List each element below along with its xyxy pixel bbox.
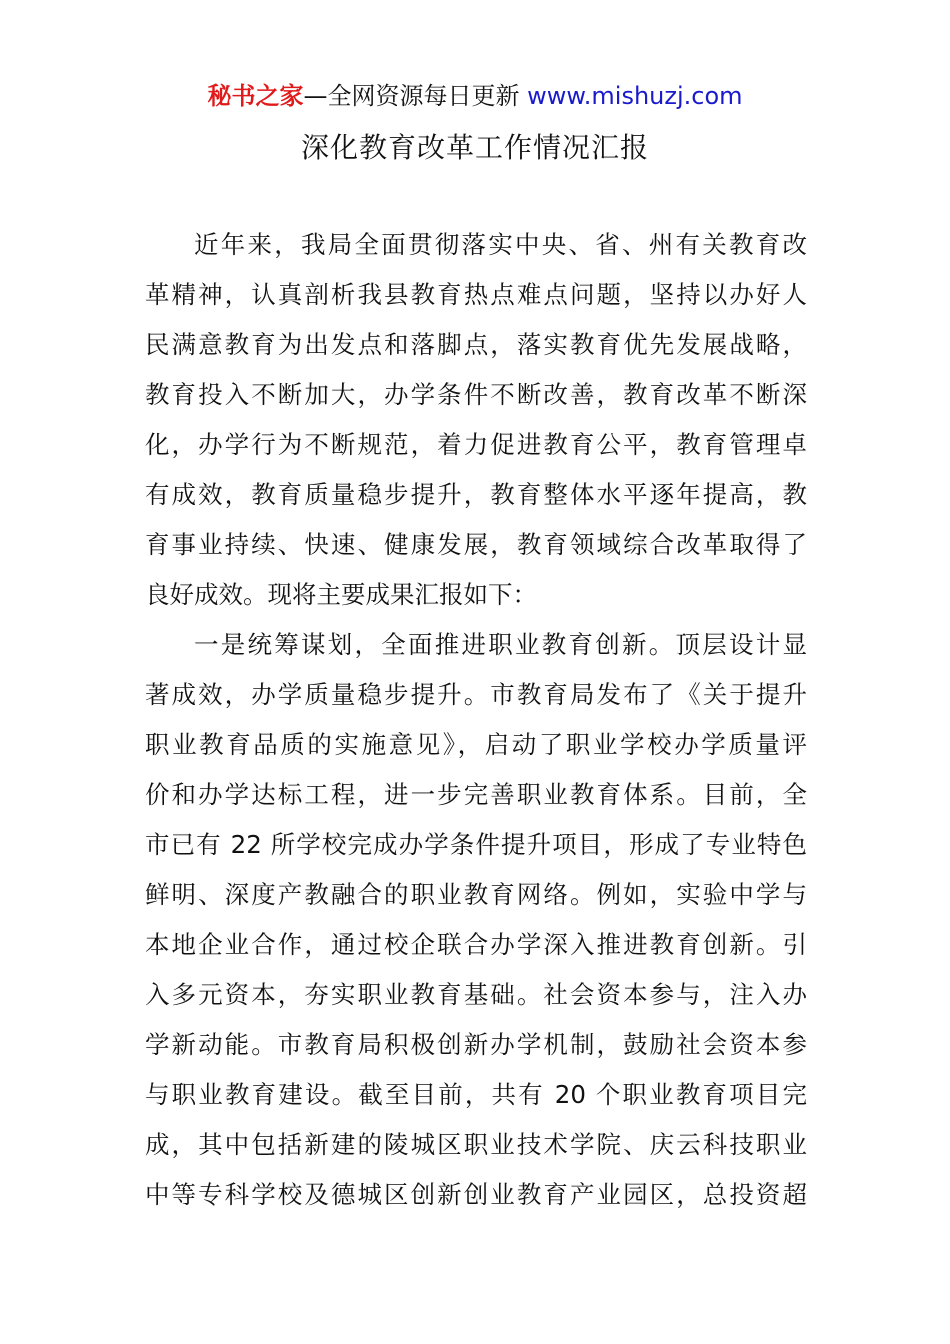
site-url-link[interactable]: www.mishuzj.com bbox=[527, 82, 743, 110]
text-line: 有成效，教育质量稳步提升，教育整体水平逐年提高，教 bbox=[145, 480, 807, 509]
paragraph-vocational bbox=[145, 624, 807, 1224]
text-line: 成，其中包括新建的陵城区职业技术学院、庆云科技职业 bbox=[145, 1130, 807, 1159]
text-line: 学新动能。市教育局积极创新办学机制，鼓励社会资本参 bbox=[145, 1030, 807, 1059]
text-line: 化，办学行为不断规范，着力促进教育公平，教育管理卓 bbox=[145, 430, 807, 459]
text-line: 市已有 22 所学校完成办学条件提升项目，形成了专业特色 bbox=[145, 830, 807, 859]
text-line: 民满意教育为出发点和落脚点，落实教育优先发展战略， bbox=[145, 330, 807, 359]
text-line: 良好成效。现将主要成果汇报如下： bbox=[145, 580, 537, 609]
text-line: 与职业教育建设。截至目前，共有 20 个职业教育项目完 bbox=[145, 1080, 807, 1109]
text-line: 革精神，认真剖析我县教育热点难点问题，坚持以办好人 bbox=[145, 280, 807, 309]
document-title: 深化教育改革工作情况汇报 bbox=[300, 131, 649, 164]
text-line: 入多元资本，夯实职业教育基础。社会资本参与，注入办 bbox=[145, 980, 807, 1009]
paragraph-intro bbox=[145, 224, 807, 624]
text-line: 价和办学达标工程，进一步完善职业教育体系。目前，全 bbox=[145, 780, 807, 809]
site-brand: 秘书之家 bbox=[207, 82, 304, 110]
document-body bbox=[145, 224, 807, 1224]
site-header bbox=[0, 80, 950, 112]
text-line: 中等专科学校及德城区创新创业教育产业园区，总投资超 bbox=[145, 1180, 807, 1209]
text-line: 鲜明、深度产教融合的职业教育网络。例如，实验中学与 bbox=[145, 880, 807, 909]
text-line: 职业教育品质的实施意见》，启动了职业学校办学质量评 bbox=[145, 730, 807, 759]
text-line: 本地企业合作，通过校企联合办学深入推进教育创新。引 bbox=[145, 930, 807, 959]
text-line: 著成效，办学质量稳步提升。市教育局发布了《关于提升 bbox=[145, 680, 807, 709]
text-line: 教育投入不断加大，办学条件不断改善，教育改革不断深 bbox=[145, 380, 807, 409]
site-tagline: —全网资源每日更新 bbox=[303, 82, 520, 110]
text-line: 一是统筹谋划，全面推进职业教育创新。顶层设计显 bbox=[194, 630, 807, 659]
text-line: 育事业持续、快速、健康发展，教育领域综合改革取得了 bbox=[145, 530, 807, 559]
text-line: 近年来，我局全面贯彻落实中央、省、州有关教育改 bbox=[194, 230, 807, 259]
